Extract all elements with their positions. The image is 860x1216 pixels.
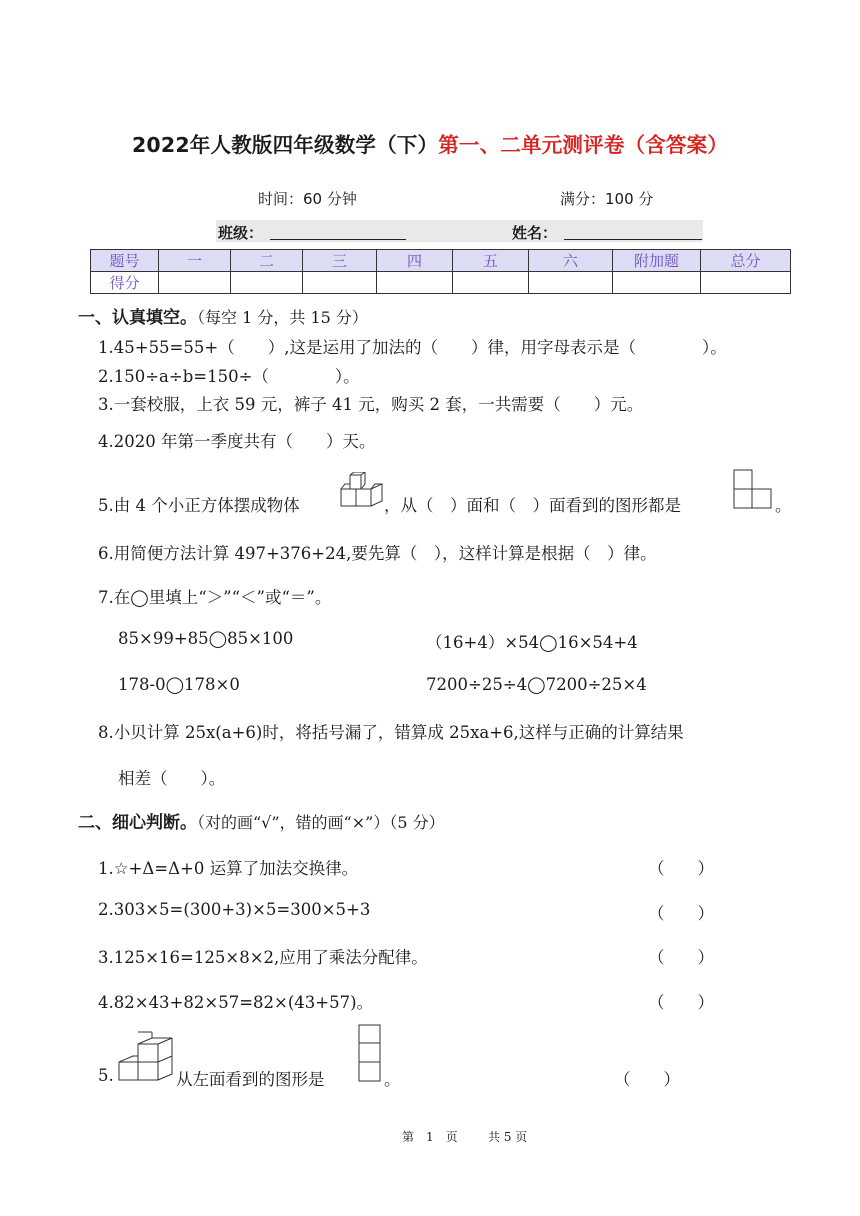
s1-question-8-line-1: 8.小贝计算 25x(a+6)时，将括号漏了，错算成 25xa+6,这样与正确的计算结果 xyxy=(98,723,684,742)
footer-total-pages: 共 5 页 xyxy=(488,1130,528,1144)
s1-question-5-part-c: 。 xyxy=(775,496,792,515)
left-view-figure xyxy=(358,1024,382,1082)
score-cell[interactable] xyxy=(529,272,613,294)
section1-heading xyxy=(78,303,368,328)
score-cell[interactable] xyxy=(613,272,701,294)
s2-item-4: 4.82×43+82×57=82×(43+57)。 xyxy=(98,993,374,1012)
score-cell[interactable] xyxy=(701,272,791,294)
s2-item-5-number: 5. xyxy=(98,1066,114,1085)
page-title xyxy=(0,128,860,158)
score-cell[interactable] xyxy=(453,272,529,294)
header-cell: 总分 xyxy=(701,250,791,272)
score-table xyxy=(90,249,791,294)
name-label: 姓名： xyxy=(512,224,558,242)
s1-question-2: 2.150÷a÷b=150÷（ ）。 xyxy=(98,367,360,386)
section2-heading xyxy=(78,808,445,833)
score-cell[interactable] xyxy=(231,272,303,294)
s1-question-5-part-a: 5.由 4 个小正方体摆成物体 xyxy=(98,496,300,515)
front-view-figure xyxy=(733,469,773,509)
header-cell: 三 xyxy=(303,250,377,272)
header-cell: 附加题 xyxy=(613,250,701,272)
name-field[interactable] xyxy=(564,239,702,240)
s1-question-6: 6.用简便方法计算 497+376+24,要先算（ ），这样计算是根据（ ）律。 xyxy=(98,544,657,563)
s2-answer-3[interactable]: （ ） xyxy=(648,948,714,967)
header-cell: 一 xyxy=(159,250,231,272)
s2-answer-2[interactable]: （ ） xyxy=(648,904,714,923)
stacked-cubes-figure xyxy=(118,1030,176,1082)
compare-item-3: 178-0◯178×0 xyxy=(118,675,240,694)
header-cell: 四 xyxy=(377,250,453,272)
compare-item-2: （16+4）×54◯16×54+4 xyxy=(426,633,638,652)
compare-item-1: 85×99+85◯85×100 xyxy=(118,629,294,648)
header-cell: 二 xyxy=(231,250,303,272)
s2-item-5-end: 。 xyxy=(384,1070,401,1089)
score-cell[interactable] xyxy=(303,272,377,294)
s1-question-7: 7.在◯里填上“＞”“＜”或“＝”。 xyxy=(98,588,332,607)
header-cell: 六 xyxy=(529,250,613,272)
score-cell[interactable] xyxy=(377,272,453,294)
s2-item-2: 2.303×5=(300+3)×5=300×5+3 xyxy=(98,900,371,919)
title-main: 2022年人教版四年级数学（下） xyxy=(131,133,439,157)
class-field[interactable] xyxy=(270,239,406,240)
title-highlight: 第一、二单元测评卷（含答案） xyxy=(438,133,729,157)
s1-question-8-line-2: 相差（ ）。 xyxy=(118,769,226,788)
section1-note: （每空 1 分，共 15 分） xyxy=(197,308,368,327)
s2-answer-4[interactable]: （ ） xyxy=(648,993,714,1012)
s2-item-1: 1.☆+Δ=Δ+0 运算了加法交换律。 xyxy=(98,859,359,878)
s2-answer-1[interactable]: （ ） xyxy=(648,859,714,878)
section2-note: （对的画“√”，错的画“×”）（5 分） xyxy=(197,813,445,832)
time-limit: 时间：60 分钟 xyxy=(258,190,357,208)
section1-title: 一、认真填空。 xyxy=(78,308,197,328)
header-cell: 题号 xyxy=(91,250,159,272)
class-label: 班级： xyxy=(218,224,264,242)
score-table-header xyxy=(91,250,791,272)
s2-item-3: 3.125×16=125×8×2,应用了乘法分配律。 xyxy=(98,948,428,967)
cube-object-figure xyxy=(340,472,384,508)
header-cell: 五 xyxy=(453,250,529,272)
name-bar xyxy=(216,220,703,242)
s1-question-3: 3.一套校服，上衣 59 元，裤子 41 元，购买 2 套，一共需要（ ）元。 xyxy=(98,395,644,414)
compare-item-4: 7200÷25÷4◯7200÷25×4 xyxy=(426,675,647,694)
footer-page-number: 第 1 页 xyxy=(402,1130,458,1144)
score-table-row xyxy=(91,272,791,294)
section2-title: 二、细心判断。 xyxy=(78,813,197,833)
score-cell[interactable] xyxy=(159,272,231,294)
s1-question-1: 1.45+55=55+（ ）,这是运用了加法的（ ）律，用字母表示是（ ）。 xyxy=(98,338,727,357)
s1-question-4: 4.2020 年第一季度共有（ ）天。 xyxy=(98,432,376,451)
full-score: 满分：100 分 xyxy=(560,190,654,208)
s1-question-5-part-b: ，从（ ）面和（ ）面看到的图形都是 xyxy=(384,496,681,515)
s2-item-5-text: 从左面看到的图形是 xyxy=(176,1070,325,1089)
s2-answer-5[interactable]: （ ） xyxy=(614,1070,680,1089)
row-label: 得分 xyxy=(91,272,159,294)
